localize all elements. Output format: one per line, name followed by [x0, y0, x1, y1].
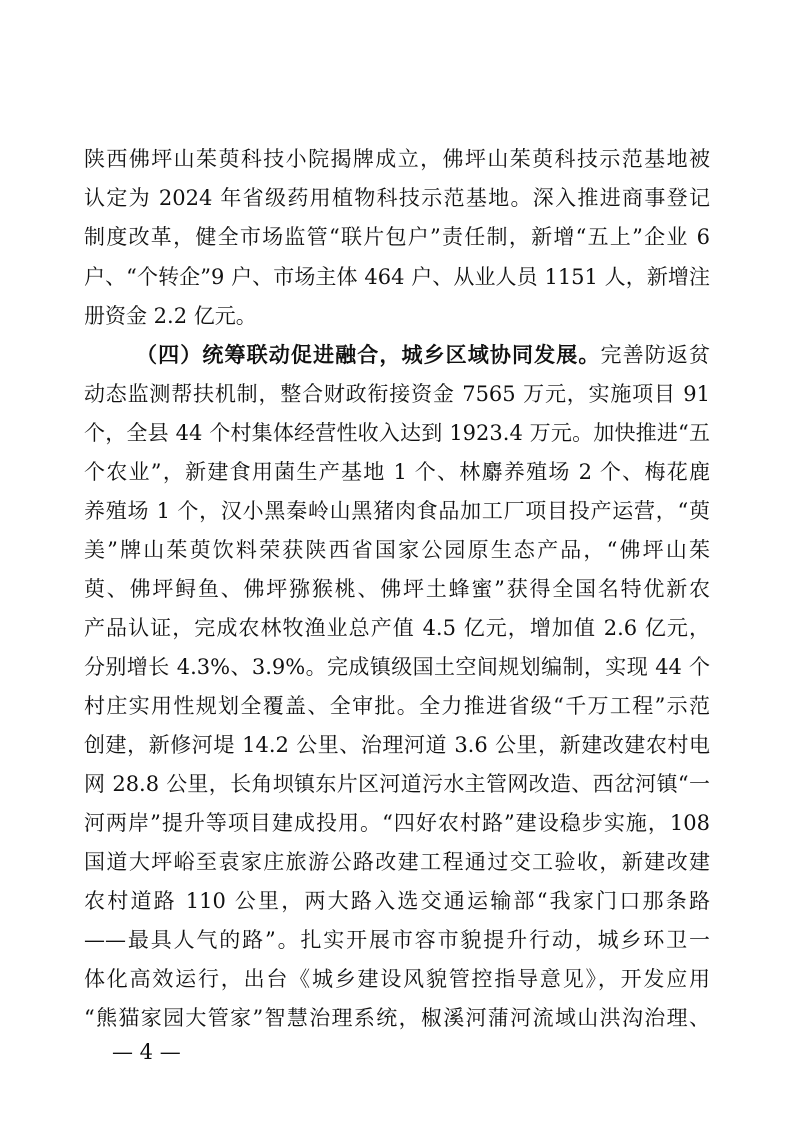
paragraph-line: ——最具人气的路”。扎实开展市容市貌提升行动，城乡环卫一 [84, 928, 710, 952]
paragraph-line: 陕西佛坪山茱萸科技小院揭牌成立，佛坪山茱萸科技示范基地被 [84, 147, 710, 171]
paragraph-line: 认定为 2024 年省级药用植物科技示范基地。深入推进商事登记 [84, 186, 710, 210]
paragraph-line: 创建，新修河堤 14.2 公里、治理河道 3.6 公里，新建改建农村电 [84, 733, 710, 757]
paragraph-line: 体化高效运行，出台《城乡建设风貌管控指导意见》，开发应用 [84, 967, 710, 991]
paragraph-line: 养殖场 1 个，汉小黑秦岭山黑猪肉食品加工厂项目投产运营，“萸 [84, 499, 710, 523]
paragraph-line: 国道大坪峪至袁家庄旅游公路改建工程通过交工验收，新建改建 [84, 850, 710, 874]
paragraph-line: 村庄实用性规划全覆盖、全审批。全力推进省级“千万工程”示范 [84, 694, 710, 718]
paragraph-line: 册资金 2.2 亿元。 [84, 304, 257, 328]
paragraph-line: 动态监测帮扶机制，整合财政衔接资金 7565 万元，实施项目 91 [84, 382, 710, 406]
heading-line-text: 完善防返贫 [600, 343, 711, 367]
paragraph-line: 个，全县 44 个村集体经营性收入达到 1923.4 万元。加快推进“五 [84, 421, 710, 445]
paragraph-line: 个农业”，新建食用菌生产基地 1 个、林麝养殖场 2 个、梅花鹿 [84, 460, 710, 484]
paragraph-line: 产品认证，完成农林牧渔业总产值 4.5 亿元，增加值 2.6 亿元， [84, 616, 710, 640]
paragraph-line: 制度改革，健全市场监管“联片包户”责任制，新增“五上”企业 6 [84, 225, 710, 249]
paragraph-line: 萸、佛坪鲟鱼、佛坪猕猴桃、佛坪土蜂蜜”获得全国名特优新农 [84, 577, 710, 601]
paragraph-line: “熊猫家园大管家”智慧治理系统，椒溪河蒲河流域山洪沟治理、 [84, 1006, 710, 1030]
paragraph-line: 农村道路 110 公里，两大路入选交通运输部“我家门口那条路 [84, 889, 710, 913]
section-heading-line [136, 343, 710, 367]
paragraph-line: 分别增长 4.3%、3.9%。完成镇级国土空间规划编制，实现 44 个 [84, 655, 710, 679]
paragraph-line: 户、“个转企”9 户、市场主体 464 户、从业人员 1151 人，新增注 [84, 265, 710, 289]
paragraph-line: 河两岸”提升等项目建成投用。“四好农村路”建设稳步实施，108 [84, 811, 710, 835]
page-number: — 4 — [112, 1040, 181, 1064]
section-heading: （四）统筹联动促进融合，城乡区域协同发展。 [136, 342, 601, 367]
paragraph-line: 美”牌山茱萸饮料荣获陕西省国家公园原生态产品，“佛坪山茱 [84, 538, 710, 562]
paragraph-line: 网 28.8 公里，长角坝镇东片区河道污水主管网改造、西岔河镇“一 [84, 772, 710, 796]
